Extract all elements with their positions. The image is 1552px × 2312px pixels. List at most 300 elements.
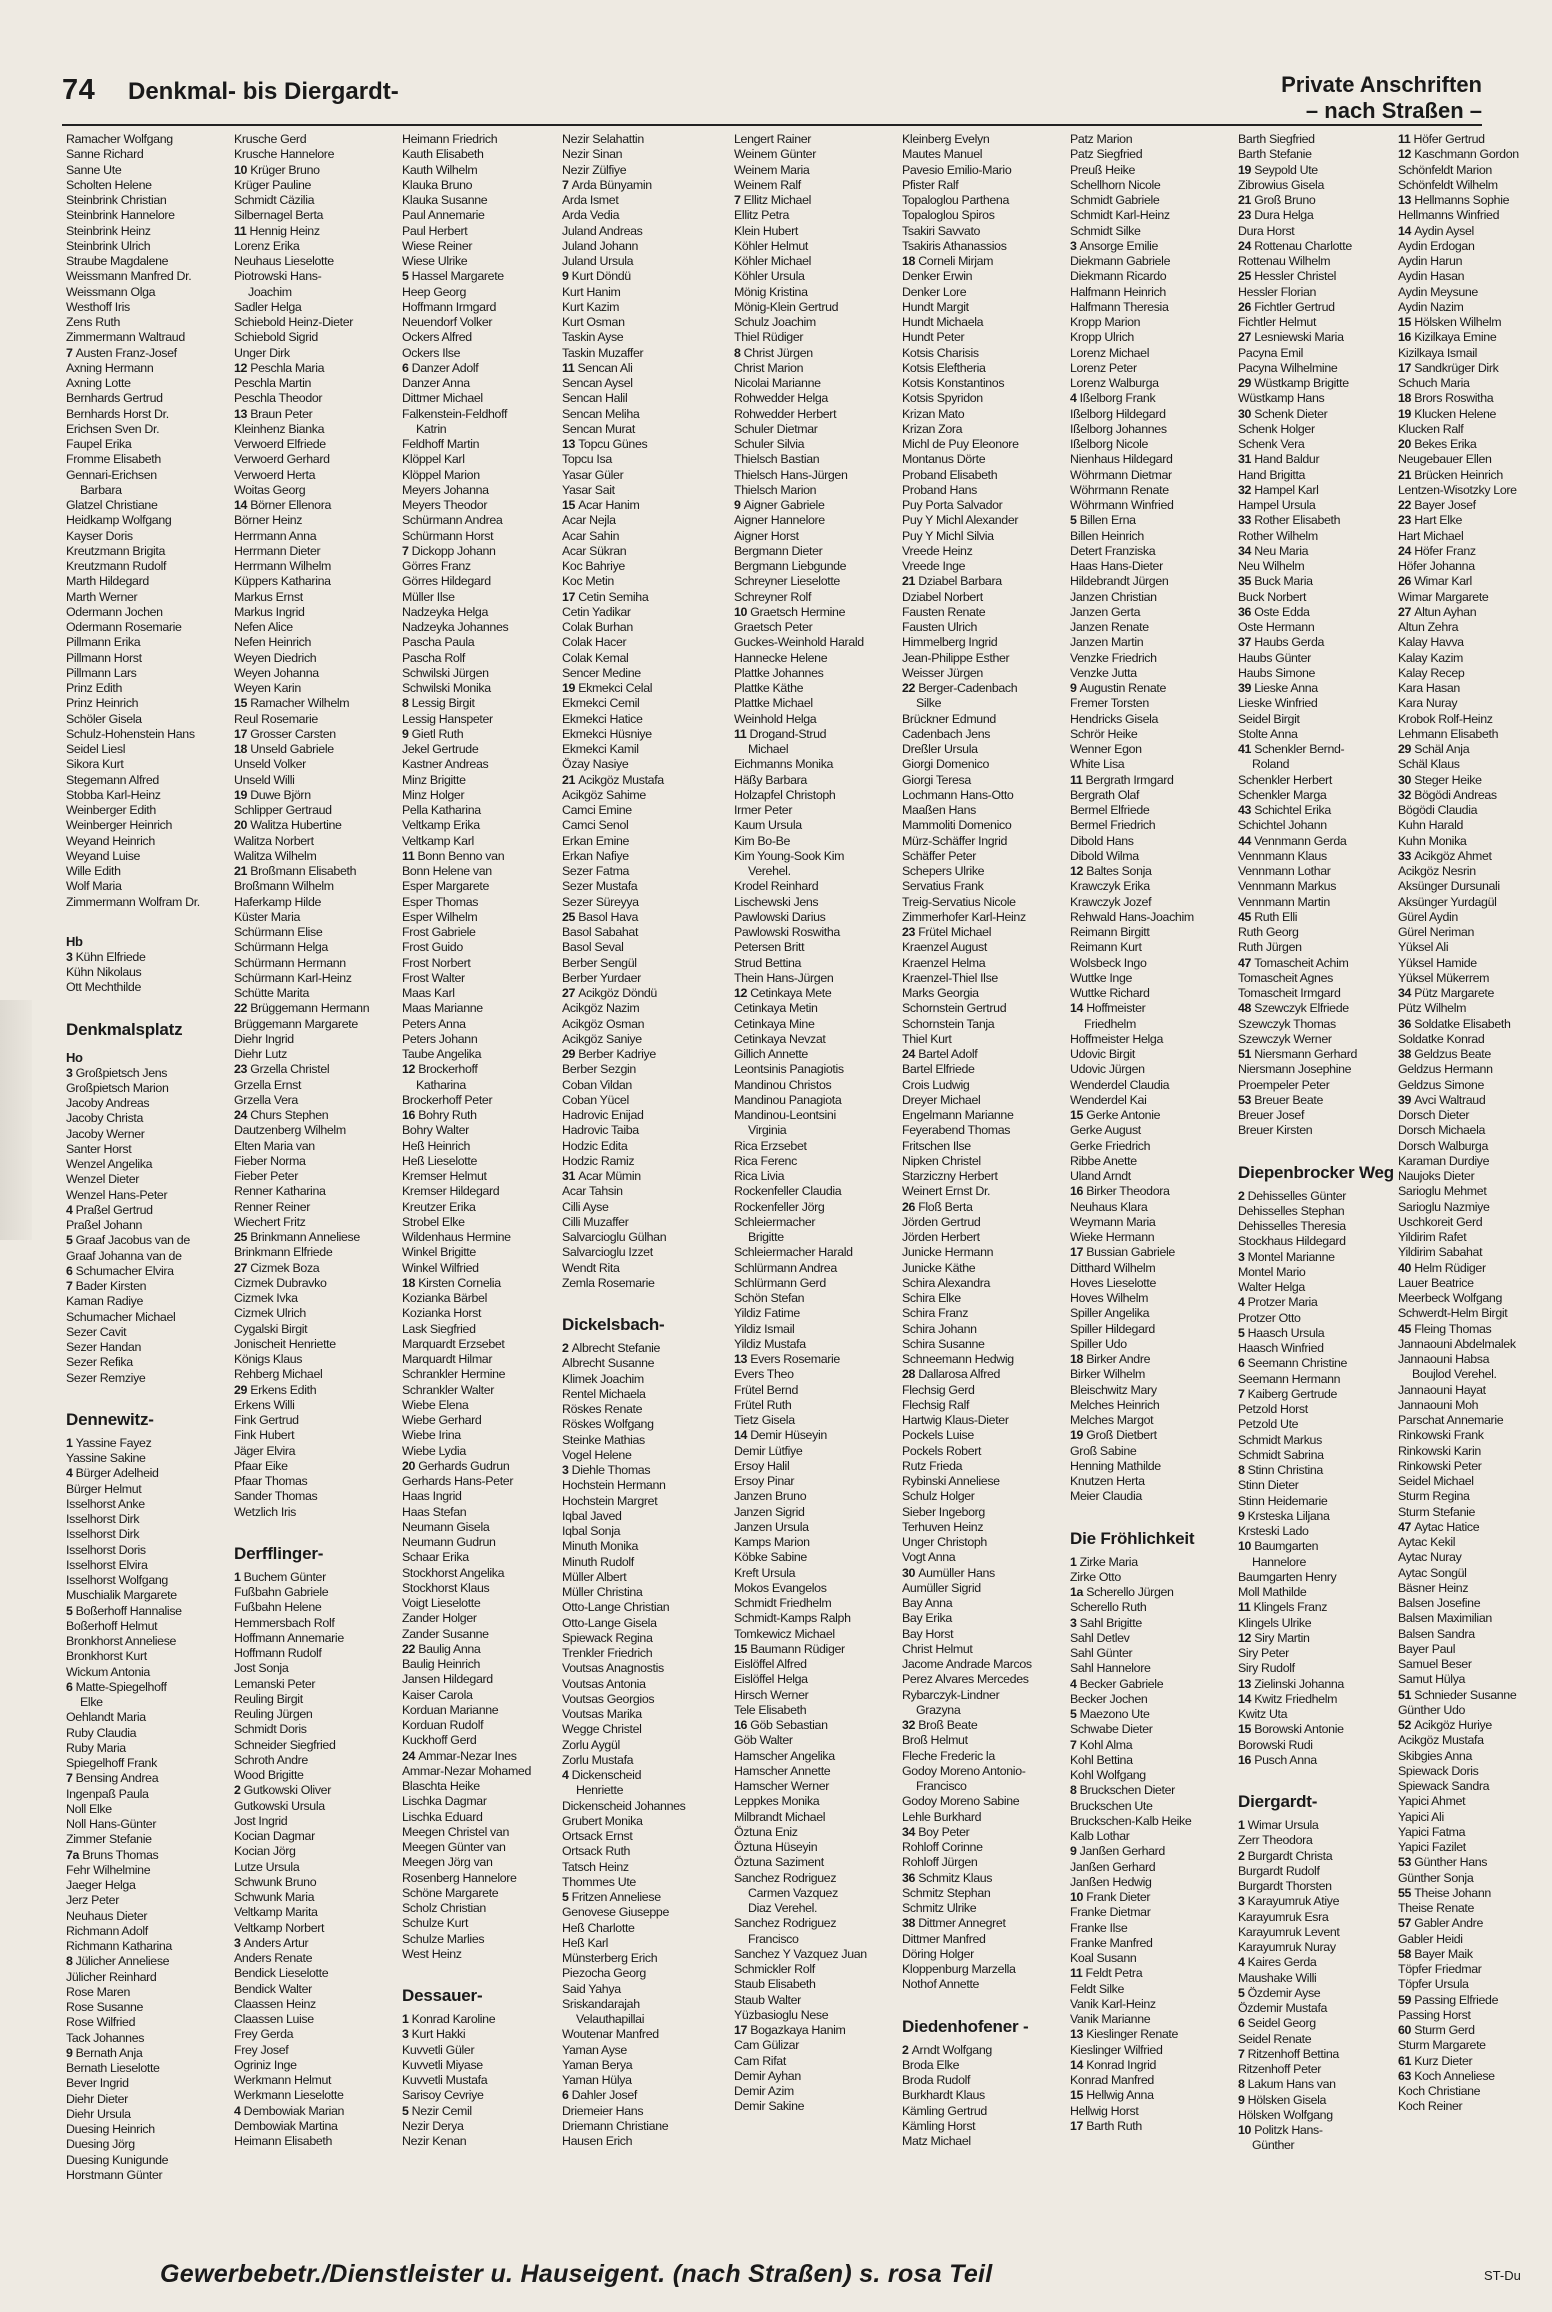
resident-entry: Schira Franz xyxy=(902,1306,969,1321)
resident-entry: Camci Emine xyxy=(562,803,632,817)
resident-entry: Juland Ursula xyxy=(562,254,634,268)
resident-entry: Kremser Helmut xyxy=(402,1169,487,1183)
resident-entry: Lischka Eduard xyxy=(402,1809,483,1824)
resident-entry: Esper Thomas xyxy=(402,894,479,909)
resident-entry: Grubert Monika xyxy=(562,1813,643,1828)
resident-entry: Giorgi Teresa xyxy=(902,772,971,787)
house-number: 15 xyxy=(234,696,251,711)
resident-entry: Bendick Walter xyxy=(234,1981,312,1996)
resident-entry: Schulze Kurt xyxy=(402,1916,469,1931)
house-number: 20 xyxy=(234,818,251,833)
resident-entry: Francisco xyxy=(748,1931,799,1946)
resident-entry: Prinz Heinrich xyxy=(66,696,139,711)
resident-entry: Hoffmeister Helga xyxy=(1070,1031,1163,1046)
spacer xyxy=(1238,1139,1396,1153)
resident-entry: Pfaar Thomas xyxy=(234,1474,308,1488)
resident-entry: Zorlu Aygül xyxy=(562,1737,620,1752)
resident-entry: Steinbrink Ulrich xyxy=(66,238,151,253)
spacer xyxy=(1238,1768,1396,1782)
resident-entry: Köbke Sabine xyxy=(734,1550,807,1565)
resident-entry: Kara Nuray xyxy=(1398,696,1458,711)
resident-entry: 12 Brockerhoff xyxy=(402,1062,478,1077)
resident-entry: Verehel. xyxy=(748,864,791,878)
resident-entry: Voutsas Anagnostis xyxy=(562,1661,664,1676)
resident-entry: Kurt Osman xyxy=(562,315,625,329)
section-label-line-1: Private Anschriften xyxy=(1281,72,1482,97)
resident-entry: 17 Bogazkaya Hanim xyxy=(734,2023,846,2037)
house-number: 7 xyxy=(562,177,572,192)
resident-entry: Taskin Muzaffer xyxy=(562,345,644,360)
resident-entry: Tomkewicz Michael xyxy=(734,1626,835,1641)
resident-entry: Milbrandt Michael xyxy=(734,1809,826,1824)
resident-entry: Meegen Jörg van xyxy=(402,1855,493,1870)
house-number: 21 xyxy=(902,574,919,589)
resident-entry: 11 Klingels Franz xyxy=(1238,1600,1328,1615)
resident-entry: Müller Christina xyxy=(562,1585,643,1599)
resident-entry: 45 Fleing Thomas xyxy=(1398,1321,1492,1336)
resident-entry: Lentzen-Wisotzky Lore xyxy=(1398,482,1517,497)
resident-entry: Rehwald Hans-Joachim xyxy=(1070,909,1194,924)
resident-entry: Kaum Ursula xyxy=(734,818,802,833)
house-number: 7a xyxy=(66,1847,83,1862)
resident-entry: Peters Anna xyxy=(402,1016,466,1031)
house-number: 27 xyxy=(1398,604,1415,619)
resident-entry: 11 Drogand-Strud xyxy=(734,726,827,741)
resident-entry: Marth Hildegard xyxy=(66,574,149,589)
resident-entry: Juland Andreas xyxy=(562,223,643,238)
resident-entry: Pascha Paula xyxy=(402,635,475,650)
resident-entry: Neumann Gisela xyxy=(402,1519,490,1534)
house-number: 24 xyxy=(902,1047,919,1061)
house-number: 3 xyxy=(66,949,76,964)
resident-entry: Arda Vedia xyxy=(562,208,620,223)
resident-entry: Minz Brigitte xyxy=(402,772,466,787)
resident-entry: Dibold Hans xyxy=(1070,833,1134,848)
resident-entry: Plattke Käthe xyxy=(734,681,804,695)
directory-column-8 xyxy=(1238,132,1396,2242)
house-number: 37 xyxy=(1238,635,1255,650)
resident-entry: 3 Sahl Brigitte xyxy=(1070,1615,1142,1630)
resident-entry: Weinberger Heinrich xyxy=(66,818,173,833)
resident-entry: Schäl Klaus xyxy=(1398,757,1460,772)
resident-entry: Kim Young-Sook Kim xyxy=(734,848,845,863)
resident-entry: Breuer Kirsten xyxy=(1238,1123,1313,1138)
resident-entry: Strud Bettina xyxy=(734,955,802,970)
resident-entry: Zimmer Stefanie xyxy=(66,1832,152,1847)
resident-entry: Siry Peter xyxy=(1238,1646,1289,1660)
resident-entry: 55 Theise Johann xyxy=(1398,1885,1491,1900)
house-number: 10 xyxy=(234,162,251,177)
resident-entry: 27 Cizmek Boza xyxy=(234,1260,320,1275)
resident-entry: Wimar Margarete xyxy=(1398,589,1489,604)
resident-entry: Sarioglu Nazmiye xyxy=(1398,1199,1490,1214)
resident-entry: Mönig Kristina xyxy=(734,284,808,299)
resident-entry: Schenk Vera xyxy=(1238,437,1305,451)
resident-entry: Isselhorst Elvira xyxy=(66,1557,148,1572)
house-number: 17 xyxy=(1398,360,1415,375)
resident-entry: Sahl Günter xyxy=(1070,1646,1133,1660)
house-number: 2 xyxy=(902,2042,912,2057)
house-number: 18 xyxy=(1070,1352,1087,1366)
resident-entry: Cam Gülizar xyxy=(734,2038,800,2053)
resident-entry: 19 Ekmekci Celal xyxy=(562,681,653,695)
resident-entry: Mandinou Panagiota xyxy=(734,1092,842,1107)
resident-entry: Rohwedder Helga xyxy=(734,391,828,406)
resident-entry: 53 Breuer Beate xyxy=(1238,1092,1324,1107)
resident-entry: Hausen Erich xyxy=(562,2134,633,2148)
resident-entry: Patz Marion xyxy=(1070,132,1133,146)
resident-entry: Broda Elke xyxy=(902,2057,960,2072)
resident-entry: Denker Lore xyxy=(902,284,967,299)
resident-entry: Wöhrmann Dietmar xyxy=(1070,467,1172,482)
resident-entry: Hamscher Werner xyxy=(734,1779,830,1793)
house-number: 7 xyxy=(1070,1737,1080,1752)
house-number: 13 xyxy=(562,437,579,451)
resident-entry: Venzke Jutta xyxy=(1070,665,1137,680)
resident-entry: Yüzbasioglu Nese xyxy=(734,2007,829,2022)
resident-entry: Koch Christiane xyxy=(1398,2084,1481,2098)
resident-entry: Proband Elisabeth xyxy=(902,467,998,482)
directory-column-1 xyxy=(66,132,224,2242)
resident-entry: Steinbrink Christian xyxy=(66,193,167,207)
resident-entry: Krawczyk Erika xyxy=(1070,879,1150,894)
resident-entry: Barth Siegfried xyxy=(1238,132,1315,146)
resident-entry: Ortsack Ernst xyxy=(562,1829,633,1843)
resident-entry: Rockenfeller Claudia xyxy=(734,1184,842,1199)
house-number: 55 xyxy=(1398,1885,1415,1900)
resident-entry: 10 Krüger Bruno xyxy=(234,162,320,177)
resident-entry: Janzen Ursula xyxy=(734,1519,809,1534)
resident-entry: Preuß Heike xyxy=(1070,162,1136,177)
resident-entry: Aydin Harun xyxy=(1398,254,1463,268)
house-number: 14 xyxy=(1070,2057,1087,2072)
resident-entry: Weyand Luise xyxy=(66,848,141,863)
resident-entry: Weisser Jürgen xyxy=(902,665,983,680)
resident-entry: Buck Norbert xyxy=(1238,589,1307,604)
house-number: 3 xyxy=(66,1065,76,1080)
resident-entry: Burkhardt Klaus xyxy=(902,2088,985,2103)
resident-entry: Klucken Ralf xyxy=(1398,421,1464,436)
resident-entry: Kaman Radiye xyxy=(66,1294,144,1309)
resident-entry: Carmen Vazquez xyxy=(748,1885,838,1900)
resident-entry: Gabler Heidi xyxy=(1398,1931,1463,1946)
resident-entry: Dura Horst xyxy=(1238,223,1295,238)
resident-entry: Kotsis Spyridon xyxy=(902,391,983,406)
resident-entry: Stolte Anna xyxy=(1238,726,1298,741)
resident-entry: Stegemann Alfred xyxy=(66,772,159,787)
resident-entry: Sander Thomas xyxy=(234,1489,318,1504)
resident-entry: Veltkamp Karl xyxy=(402,833,474,848)
house-number: 47 xyxy=(1398,1519,1415,1534)
house-number: 5 xyxy=(66,1603,76,1618)
house-number: 4 xyxy=(66,1466,76,1481)
resident-entry: Sahl Hannelore xyxy=(1070,1661,1151,1676)
house-number: 18 xyxy=(234,742,251,756)
resident-entry: 24 Churs Stephen xyxy=(234,1108,329,1122)
resident-entry: 22 Brüggemann Hermann xyxy=(234,1001,370,1016)
resident-entry: 17 Cetin Semiha xyxy=(562,589,649,604)
resident-entry: 37 Haubs Gerda xyxy=(1238,635,1325,650)
resident-entry: 34 Boy Peter xyxy=(902,1824,970,1839)
street-heading: Dessauer- xyxy=(402,1986,483,2005)
resident-entry: Camci Senol xyxy=(562,818,629,833)
resident-entry: 15 Hellwig Anna xyxy=(1070,2088,1154,2103)
resident-entry: 36 Oste Edda xyxy=(1238,604,1310,619)
resident-entry: Rose Susanne xyxy=(66,2000,144,2014)
resident-entry: Yildirim Rafet xyxy=(1398,1230,1467,1244)
resident-entry: 3 Karayumruk Atiye xyxy=(1238,1894,1340,1909)
resident-entry: Bay Erika xyxy=(902,1611,952,1626)
resident-entry: Sturm Regina xyxy=(1398,1489,1470,1504)
house-number: 10 xyxy=(1238,2123,1255,2137)
resident-entry: Pella Katharina xyxy=(402,803,481,817)
resident-entry: Janzen Martin xyxy=(1070,635,1144,650)
house-number: 52 xyxy=(1398,1718,1415,1732)
house-number: 8 xyxy=(1238,1463,1248,1477)
resident-entry: Koal Susann xyxy=(1070,1951,1137,1965)
resident-entry: Ruth Jürgen xyxy=(1238,940,1302,955)
resident-entry: Heidkamp Wolfgang xyxy=(66,513,172,528)
resident-entry: Petersen Britt xyxy=(734,940,805,955)
resident-entry: Höfer Johanna xyxy=(1398,559,1475,573)
resident-entry: Yaman Berya xyxy=(562,2057,633,2072)
resident-entry: Schmitz Ulrike xyxy=(902,1901,977,1915)
house-number: 27 xyxy=(1238,330,1255,345)
resident-entry: Schmidt Karl-Heinz xyxy=(1070,208,1170,223)
resident-entry: Klimek Joachim xyxy=(562,1371,644,1386)
resident-entry: Tietz Gisela xyxy=(734,1413,795,1427)
resident-entry: Yildiz Fatime xyxy=(734,1306,800,1321)
resident-entry: Joachim xyxy=(248,284,292,299)
resident-entry: Hessler Florian xyxy=(1238,284,1317,299)
resident-entry: Kalay Recep xyxy=(1398,665,1465,680)
resident-entry: Diehr Ingrid xyxy=(234,1031,294,1046)
house-number: 19 xyxy=(1070,1428,1087,1443)
resident-entry: Glatzel Christiane xyxy=(66,498,158,512)
resident-entry: Taskin Ayse xyxy=(562,330,624,345)
house-number: 39 xyxy=(1398,1092,1415,1107)
resident-entry: Jacoby Andreas xyxy=(66,1096,150,1110)
resident-entry: 17 Bussian Gabriele xyxy=(1070,1245,1175,1260)
resident-entry: Yildirim Sabahat xyxy=(1398,1245,1483,1260)
house-number: 61 xyxy=(1398,2053,1415,2068)
resident-entry: Pillmann Erika xyxy=(66,635,141,650)
resident-entry: Odermann Rosemarie xyxy=(66,620,182,634)
resident-entry: Bürger Helmut xyxy=(66,1481,142,1496)
resident-entry: 15 Baumann Rüdiger xyxy=(734,1641,845,1656)
resident-entry: Denker Erwin xyxy=(902,269,973,284)
resident-entry: Konrad Manfred xyxy=(1070,2073,1154,2087)
resident-entry: Hoves Lieselotte xyxy=(1070,1275,1157,1290)
resident-entry: Hundt Margit xyxy=(902,299,969,314)
resident-entry: 25 Brinkmann Anneliese xyxy=(234,1230,360,1244)
house-number: 19 xyxy=(1238,162,1255,177)
resident-entry: Sencan Murat xyxy=(562,421,635,436)
resident-entry: Schroth Andre xyxy=(234,1752,308,1767)
resident-entry: Döring Holger xyxy=(902,1946,974,1961)
spacer xyxy=(402,1962,560,1976)
resident-entry: Schmidt Sabrina xyxy=(1238,1447,1324,1462)
resident-entry: 18 Brors Roswitha xyxy=(1398,391,1494,406)
resident-entry: Neuendorf Volker xyxy=(402,315,493,329)
resident-entry: Janßen Gerhard xyxy=(1070,1859,1156,1874)
resident-entry: Schwabe Dieter xyxy=(1070,1722,1153,1737)
resident-entry: Rehberg Michael xyxy=(234,1367,323,1382)
resident-entry: Yildiz Mustafa xyxy=(734,1336,806,1351)
house-number: 6 xyxy=(562,2088,572,2103)
resident-entry: 7 Austen Franz-Josef xyxy=(66,345,177,360)
resident-entry: Haferkamp Hilde xyxy=(234,894,322,909)
resident-entry: 23 Grzella Christel xyxy=(234,1062,330,1077)
resident-entry: Diehr Dieter xyxy=(66,2091,128,2106)
resident-entry: Vennmann Klaus xyxy=(1238,848,1327,863)
resident-entry: Arda Ismet xyxy=(562,193,619,207)
resident-entry: 5 Fritzen Anneliese xyxy=(562,1890,661,1904)
resident-entry: Ortsack Ruth xyxy=(562,1844,631,1859)
resident-entry: 8 Lakum Hans van xyxy=(1238,2077,1336,2092)
resident-entry: Michl de Puy Eleonore xyxy=(902,437,1019,451)
resident-entry: Elke xyxy=(80,1695,103,1709)
resident-entry: Krüger Pauline xyxy=(234,177,312,192)
house-number: 11 xyxy=(1070,772,1086,787)
resident-entry: Esper Wilhelm xyxy=(402,909,478,924)
resident-entry: Müller Albert xyxy=(562,1569,627,1584)
resident-entry: Bohry Walter xyxy=(402,1123,469,1138)
resident-entry: 7 Bader Kirsten xyxy=(66,1279,147,1293)
resident-entry: 10 Baumgarten xyxy=(1238,1539,1319,1554)
resident-entry: 32 Bögödi Andreas xyxy=(1398,787,1497,802)
resident-entry: Meegen Günter van xyxy=(402,1840,506,1854)
resident-entry: Bonn Helene van xyxy=(402,864,492,878)
resident-entry: Nothof Annette xyxy=(902,1977,980,1992)
header-divider xyxy=(62,124,1482,126)
house-number: 14 xyxy=(1238,1691,1255,1706)
resident-entry: 22 Berger-Cadenbach xyxy=(902,681,1018,695)
resident-entry: 15 Gerke Antonie xyxy=(1070,1108,1161,1122)
resident-entry: Schira Alexandra xyxy=(902,1275,991,1290)
resident-entry: Gürel Aydin xyxy=(1398,909,1458,924)
resident-entry: Erichsen Sven Dr. xyxy=(66,421,160,436)
resident-entry: Oehlandt Maria xyxy=(66,1710,146,1725)
resident-entry: Janzen Sigrid xyxy=(734,1504,805,1519)
resident-entry: Schira Susanne xyxy=(902,1336,985,1351)
resident-entry: Dziabel Norbert xyxy=(902,589,983,604)
resident-entry: 29 Berber Kadriye xyxy=(562,1047,656,1061)
house-number: 9 xyxy=(562,269,572,284)
house-group-heading: Ho xyxy=(66,1049,83,1065)
resident-entry: Yasar Güler xyxy=(562,467,624,482)
resident-entry: 27 Lesniewski Maria xyxy=(1238,330,1344,345)
resident-entry: Acikgöz Mustafa xyxy=(1398,1733,1484,1748)
resident-entry: 30 Aumüller Hans xyxy=(902,1565,995,1580)
resident-entry: Paul Herbert xyxy=(402,223,468,238)
resident-entry: Jannaouni Abdelmalek xyxy=(1398,1336,1516,1351)
house-number: 3 xyxy=(402,2027,412,2042)
resident-entry: Heß Charlotte xyxy=(562,1920,635,1935)
resident-entry: Spiewack Doris xyxy=(1398,1763,1479,1778)
resident-entry: Dickenscheid Johannes xyxy=(562,1798,686,1813)
resident-entry: Kayser Doris xyxy=(66,528,133,543)
resident-entry: Szewczyk Thomas xyxy=(1238,1016,1336,1031)
resident-entry: Bronkhorst Kurt xyxy=(66,1649,147,1664)
resident-entry: Isselhorst Wolfgang xyxy=(66,1573,168,1587)
resident-entry: 40 Helm Rüdiger xyxy=(1398,1260,1486,1275)
resident-entry: Franke Ilse xyxy=(1070,1920,1128,1935)
resident-entry: Hellwig Horst xyxy=(1070,2103,1139,2118)
house-number: 1 xyxy=(234,1569,244,1584)
resident-entry: Weyen Johanna xyxy=(234,665,319,680)
resident-entry: Lemanski Peter xyxy=(234,1676,316,1691)
resident-entry: Evers Theo xyxy=(734,1367,794,1382)
resident-entry: Taube Angelika xyxy=(402,1047,482,1061)
resident-entry: Wolf Maria xyxy=(66,879,122,894)
house-number: 27 xyxy=(234,1260,251,1275)
resident-entry: Brüggemann Margarete xyxy=(234,1016,358,1031)
house-number: 11 xyxy=(734,726,750,741)
resident-entry: Hodzic Ramiz xyxy=(562,1153,635,1168)
resident-entry: Wenderdel Kai xyxy=(1070,1092,1147,1107)
resident-entry: Schwilski Monika xyxy=(402,681,491,695)
resident-entry: Ekmekci Cemil xyxy=(562,696,640,711)
resident-entry: Wenner Egon xyxy=(1070,742,1142,756)
house-number: 29 xyxy=(1398,742,1415,756)
resident-entry: Rica Ferenc xyxy=(734,1153,797,1168)
resident-entry: Acikgöz Saniye xyxy=(562,1031,642,1046)
street-heading: Dickelsbach- xyxy=(562,1315,665,1334)
resident-entry: Rockenfeller Jörg xyxy=(734,1199,825,1214)
resident-entry: Mandinou Christos xyxy=(734,1077,832,1092)
resident-entry: Kraenzel Helma xyxy=(902,955,986,970)
resident-entry: Sezer Mustafa xyxy=(562,879,638,894)
resident-entry: Kleinhenz Bianka xyxy=(234,421,325,436)
house-number: 16 xyxy=(734,1718,751,1732)
resident-entry: 3 Kühn Elfriede xyxy=(66,949,146,964)
resident-entry: Neu Wilhelm xyxy=(1238,559,1305,573)
house-number: 6 xyxy=(1238,2016,1248,2031)
resident-entry: Jörden Herbert xyxy=(902,1230,980,1244)
resident-entry: Fichtler Helmut xyxy=(1238,315,1317,329)
resident-entry: 3 Kurt Hakki xyxy=(402,2027,466,2042)
resident-entry: 5 Hassel Margarete xyxy=(402,269,504,284)
resident-entry: Hartwig Klaus-Dieter xyxy=(902,1413,1009,1427)
house-number: 32 xyxy=(1238,482,1255,497)
resident-entry: Heimann Friedrich xyxy=(402,132,498,146)
resident-entry: Broß Helmut xyxy=(902,1733,968,1748)
resident-entry: Weinem Ralf xyxy=(734,177,801,192)
resident-entry: 2 Gutkowski Oliver xyxy=(234,1783,331,1798)
house-number: 58 xyxy=(1398,1946,1415,1961)
resident-entry: 8 Christ Jürgen xyxy=(734,345,813,360)
resident-entry: Heimann Elisabeth xyxy=(234,2134,333,2148)
resident-entry: Rohloff Jürgen xyxy=(902,1855,978,1870)
resident-entry: 19 Seypold Ute xyxy=(1238,162,1318,177)
resident-entry: Klingels Ulrike xyxy=(1238,1615,1312,1630)
resident-entry: Demir Lütfiye xyxy=(734,1443,803,1458)
resident-entry: Uschkoreit Gerd xyxy=(1398,1214,1483,1229)
resident-entry: Yapici Fatma xyxy=(1398,1824,1466,1839)
house-number: 26 xyxy=(1398,574,1415,589)
resident-entry: Basol Sabahat xyxy=(562,925,639,939)
resident-entry: 20 Gerhards Gudrun xyxy=(402,1458,510,1473)
resident-entry: Kraenzel August xyxy=(902,940,987,955)
resident-entry: Boßerhoff Helmut xyxy=(66,1618,158,1633)
resident-entry: Weyen Karin xyxy=(234,681,301,695)
resident-entry: Frey Josef xyxy=(234,2042,289,2057)
resident-entry: Aydin Meysune xyxy=(1398,284,1478,299)
house-number: 32 xyxy=(1398,787,1415,802)
house-number: 7 xyxy=(66,345,76,360)
house-number: 4 xyxy=(1070,391,1080,406)
